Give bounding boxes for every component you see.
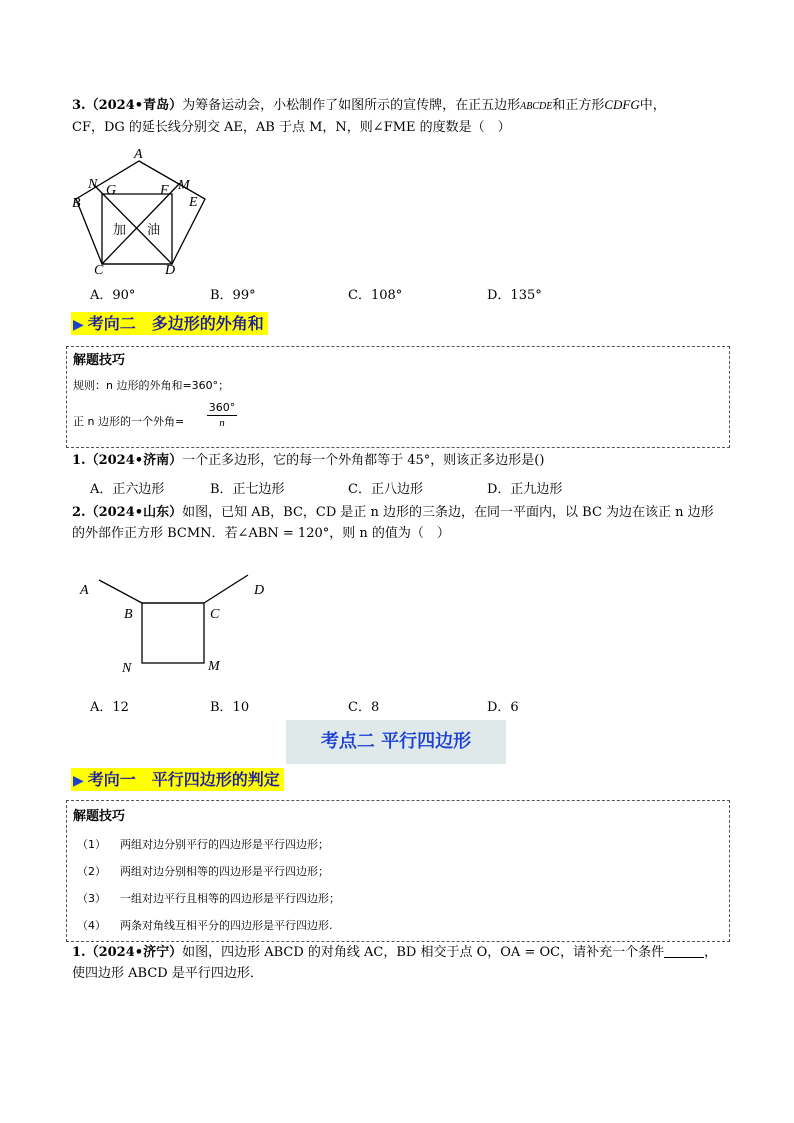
fraction-numerator: 360° (208, 401, 236, 414)
edge-ab (99, 580, 142, 603)
math-term: ABCDE (520, 101, 553, 112)
label-m: M (178, 178, 190, 193)
question-source: （2024•青岛） (85, 98, 183, 113)
question-3 (72, 94, 732, 138)
math-term: CDFG (604, 97, 640, 112)
question-number: 1. (72, 453, 86, 468)
fraction (207, 401, 237, 430)
question-source: （2024•济南） (85, 453, 183, 468)
question-text: 的外部作正方形 BCMN．若∠ABN = 120°，则 n 的值为（ ） (72, 526, 450, 541)
question-2-shandong (72, 502, 732, 544)
section-bar-parallelogram (71, 768, 284, 791)
tip-item: （1） 两组对边分别平行的四边形是平行四边形； (77, 838, 329, 851)
label-b: B (72, 196, 81, 211)
char-you: 油 (147, 223, 161, 238)
section-title: 考向一 平行四边形的判定 (87, 770, 280, 789)
label-f: F (160, 183, 169, 198)
tip-item: （2） 两组对边分别相等的四边形是平行四边形； (77, 865, 329, 878)
label-n: N (122, 661, 132, 676)
fraction-denominator: n (219, 417, 225, 429)
triangle-icon: ▶ (73, 317, 84, 333)
tips-box-2 (66, 800, 730, 942)
question-text: CF，DG 的延长线分别交 AE，AB 于点 M，N，则∠FME 的度数是（ ） (72, 120, 511, 135)
question-text: 中， (639, 98, 666, 113)
label-c: C (94, 263, 104, 278)
label-n: N (88, 177, 98, 192)
question-number: 3. (72, 98, 86, 113)
square-polygon-figure (74, 568, 274, 678)
option-b[interactable]: B．10 (210, 700, 250, 715)
option-b[interactable]: B．正七边形 (210, 482, 285, 497)
triangle-icon: ▶ (73, 773, 84, 789)
question-number: 1. (72, 945, 86, 960)
option-d[interactable]: D．正九边形 (487, 482, 563, 497)
label-a: A (134, 147, 143, 162)
tips-title: 解题技巧 (73, 353, 126, 368)
pentagon-square-figure (66, 144, 216, 278)
answer-blank[interactable] (664, 943, 704, 958)
question-text: 为筹备运动会，小松制作了如图所示的宣传牌，在正五边形 (182, 98, 521, 113)
question-1-jining (72, 942, 732, 984)
option-b[interactable]: B．99° (210, 288, 256, 303)
section-title: 考向二 多边形的外角和 (87, 314, 264, 333)
label-e: E (189, 195, 198, 210)
tips-title: 解题技巧 (73, 809, 126, 824)
label-b: B (124, 607, 133, 622)
option-c[interactable]: C．108° (348, 288, 403, 303)
option-c[interactable]: C．正八边形 (348, 482, 423, 497)
tips-rule: 规则：n 边形的外角和=360°； (73, 379, 230, 392)
label-c: C (210, 607, 220, 622)
section-bar-polygon-exterior (71, 312, 268, 335)
edge-cd (204, 575, 248, 603)
option-c[interactable]: C．8 (348, 700, 380, 715)
label-g: G (106, 183, 117, 198)
option-d[interactable]: D．135° (487, 288, 542, 303)
question-text: 如图，已知 AB，BC，CD 是正 n 边形的三条边，在同一平面内，以 BC 为边在该正 n 边形 (182, 505, 714, 520)
question-text: 和正方形 (552, 98, 605, 113)
label-d: D (165, 263, 176, 278)
option-a[interactable]: A．90° (90, 288, 136, 303)
label-d: D (254, 583, 265, 598)
question-text: 一个正多边形，它的每一个外角都等于 45°，则该正多边形是() (182, 453, 545, 468)
char-jia: 加 (113, 223, 127, 238)
tips-box-1 (66, 346, 730, 448)
question-text: 使四边形 ABCD 是平行四边形． (72, 966, 263, 981)
question-source: （2024•山东） (85, 505, 183, 520)
tip-item: （3） 一组对边平行且相等的四边形是平行四边形； (77, 892, 340, 905)
label-m: M (208, 659, 220, 674)
tip-item: （4） 两条对角线互相平分的四边形是平行四边形. (77, 919, 333, 932)
option-d[interactable]: D．6 (487, 700, 519, 715)
option-a[interactable]: A．12 (90, 700, 129, 715)
topic-heading: 考点二 平行四边形 (286, 720, 506, 764)
question-1-jinan (72, 450, 732, 471)
question-number: 2. (72, 505, 86, 520)
option-a[interactable]: A．正六边形 (90, 482, 165, 497)
question-text: ， (704, 945, 718, 960)
question-source: （2024•济宁） (85, 945, 183, 960)
question-text: 如图，四边形 ABCD 的对角线 AC，BD 相交于点 O，OA = OC，请补充一个条件 (182, 945, 665, 960)
square-bcmn (142, 603, 204, 663)
label-a: A (80, 583, 89, 598)
tips-formula-prefix: 正 n 边形的一个外角= (73, 415, 185, 428)
